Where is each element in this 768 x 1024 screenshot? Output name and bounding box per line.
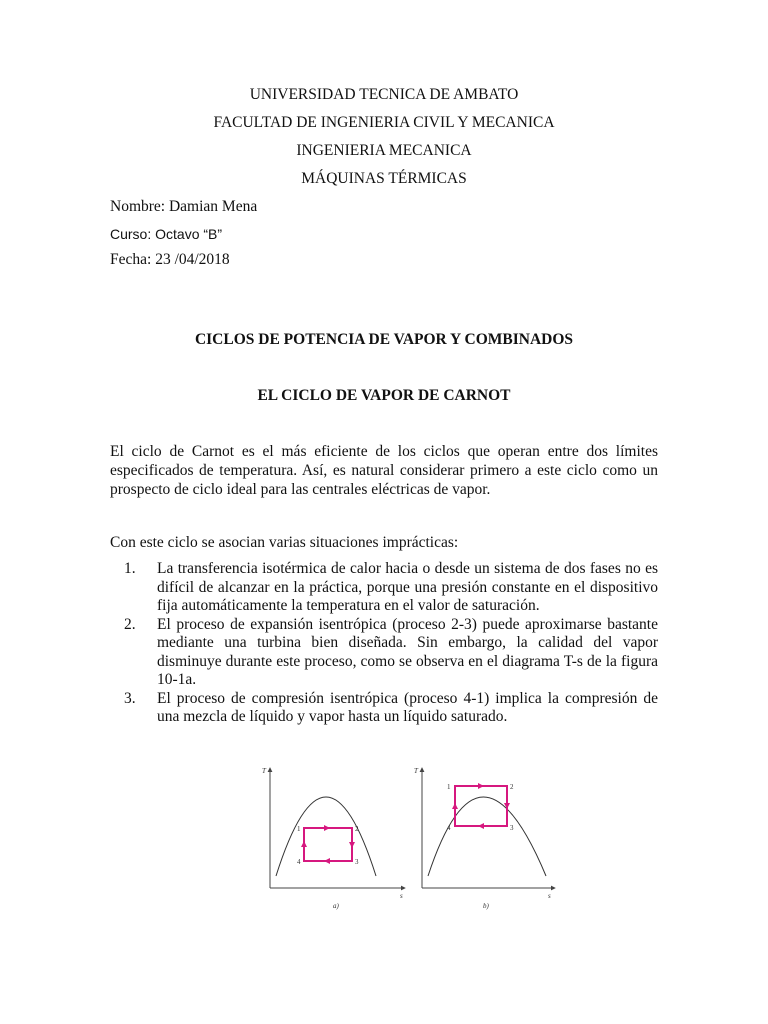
state-point-label: 1	[297, 825, 301, 833]
list-item	[124, 690, 658, 727]
document-title: CICLOS DE POTENCIA DE VAPOR Y COMBINADOS	[194, 331, 574, 348]
direction-arrow	[452, 803, 458, 809]
diagram-panel-a	[262, 767, 405, 910]
panel-caption: a)	[333, 902, 339, 910]
list-item-text: El proceso de compresión isentrópica (proceso 4-1) implica la compresión de una mezcla de líquido y vapor hasta un líquido saturado.	[157, 689, 658, 725]
direction-arrow	[478, 783, 484, 789]
s-axis-label: s	[548, 892, 551, 900]
section-title: EL CICLO DE VAPOR DE CARNOT	[257, 387, 511, 404]
state-point-label: 1	[447, 783, 451, 791]
university-name: UNIVERSIDAD TECNICA DE AMBATO	[249, 86, 519, 103]
list-item	[124, 616, 658, 690]
subject-name: MÁQUINAS TÉRMICAS	[301, 170, 467, 187]
career-name: INGENIERIA MECANICA	[296, 142, 472, 159]
state-point-label: 4	[297, 858, 301, 866]
direction-arrow	[324, 825, 330, 831]
impractical-situations-list	[124, 560, 658, 727]
list-item-number: 1.	[124, 560, 136, 577]
direction-arrow	[301, 841, 307, 847]
carnot-cycle	[455, 786, 507, 826]
student-course: Curso: Octavo “B”	[110, 226, 223, 242]
faculty-name: FACULTAD DE INGENIERIA CIVIL Y MECANICA	[213, 114, 555, 131]
list-item-text: El proceso de expansión isentrópica (proceso 2-3) puede aproximarse bastante mediante una turbina bien diseñada. Sin embargo, la calidad del vapor disminuye durante este proceso, como se observa en el diagrama T-s de la figura 10-1a.	[157, 615, 658, 688]
carnot-cycle	[304, 828, 352, 861]
state-point-label: 2	[355, 825, 359, 833]
direction-arrow	[324, 858, 330, 864]
intro-paragraph: El ciclo de Carnot es el más eficiente de los ciclos que operan entre dos límites especificados de temperatura. Así, es natural considerar primero a este ciclo como un prospecto de ciclo ideal para las centrales eléctricas de vapor.	[110, 443, 658, 498]
direction-arrow	[504, 803, 510, 809]
s-axis-label: s	[400, 892, 403, 900]
saturation-dome	[276, 797, 376, 876]
state-point-label: 3	[355, 858, 359, 866]
diagram-panel-b	[414, 767, 555, 910]
t-axis-label: T	[414, 767, 418, 775]
ts-diagrams	[250, 758, 570, 918]
list-item-number: 3.	[124, 689, 136, 707]
state-point-label: 2	[510, 783, 514, 791]
direction-arrow	[349, 842, 355, 848]
direction-arrow	[478, 823, 484, 829]
student-name: Nombre: Damian Mena	[110, 198, 258, 215]
panel-caption: b)	[483, 902, 489, 910]
carnot-ts-figure	[250, 758, 570, 923]
list-intro: Con este ciclo se asocian varias situaciones imprácticas:	[110, 534, 459, 551]
list-item-number: 2.	[124, 615, 136, 633]
state-point-label: 3	[510, 824, 514, 832]
list-item-text: La transferencia isotérmica de calor hacia o desde un sistema de dos fases no es difícil de alcanzar en la práctica, porque una presión constante en el dispositivo fija automáticamente la temperatura en el valor de saturación.	[157, 560, 658, 614]
state-point-label: 4	[447, 824, 451, 832]
t-axis-label: T	[262, 767, 266, 775]
list-item	[124, 560, 658, 616]
saturation-dome	[428, 797, 546, 876]
document-date: Fecha: 23 /04/2018	[110, 251, 230, 268]
